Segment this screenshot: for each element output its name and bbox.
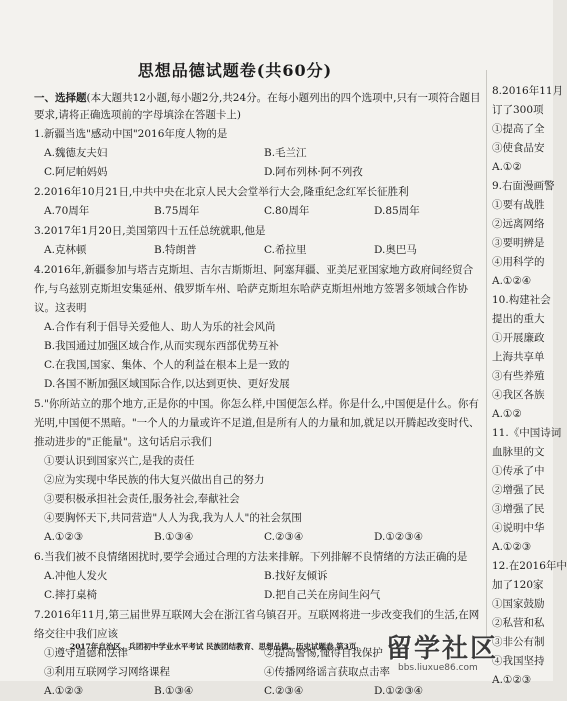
- option-b: B.找好友倾诉: [264, 570, 328, 582]
- option-a: A.70周年: [44, 205, 90, 217]
- page-footer: 2017年自治区、兵团初中学业水平考试 民族团结教育、思想品德、历史试题卷 第3页: [70, 642, 357, 651]
- right-line: ③使食品安: [492, 142, 545, 154]
- choice-c: C.②③④: [264, 531, 304, 543]
- right-line: 提出的重大: [492, 313, 545, 325]
- choice-a: A.①②③: [44, 685, 84, 697]
- right-line: 11.《中国诗词: [492, 427, 562, 439]
- right-line: A.①②: [492, 408, 522, 420]
- choice-b: B.①③④: [154, 531, 194, 543]
- question-stem: 3.2017年1月20日,美国第四十五任总统就职,他是: [34, 225, 266, 237]
- section-instructions-text: (本大题共12小题,每小题2分,共24分。在每小题列出的四个选项中,只有一项符合题目要求,请将正确选项前的字母填涂在答题卡上): [34, 92, 481, 121]
- right-line: ④我国坚持: [492, 655, 545, 667]
- statement-3: ③要积极承担社会责任,服务社会,奉献社会: [44, 493, 240, 505]
- right-line: A.①②③: [492, 541, 532, 553]
- statement-1: ①要认识到国家兴亡,是我的责任: [44, 455, 195, 467]
- question-3: [34, 222, 484, 260]
- question-2: [34, 183, 484, 221]
- question-stem: 7.2016年11月,第三届世界互联网大会在浙江省乌镇召开。互联网将进一步改变我们的生活,在网络交往中我们应该: [34, 609, 480, 640]
- main-column: [34, 58, 484, 701]
- right-line: ④说明中华: [492, 522, 545, 534]
- watermark-url: bbs.liuxue86.com: [398, 663, 478, 673]
- statement-1: ①遵守道德和法律: [44, 647, 128, 659]
- right-line: A.①②④: [492, 275, 532, 287]
- right-line: ④我区各族: [492, 389, 545, 401]
- statement-4: ④传播网络谣言获取点击率: [264, 666, 390, 678]
- option-b: B.我国通过加强区域合作,从而实现东西部优势互补: [44, 340, 279, 352]
- question-stem: 2.2016年10月21日,中共中央在北京人民大会堂举行大会,隆重纪念红军长征胜利: [34, 186, 409, 198]
- right-line: ②私营和私: [492, 617, 545, 629]
- right-line: ④用科学的: [492, 256, 545, 268]
- statement-3: ③利用互联网学习网络课程: [44, 666, 170, 678]
- right-line: ③非公有制: [492, 636, 545, 648]
- option-d: D.85周年: [374, 205, 420, 217]
- option-d: D.把自己关在房间生闷气: [264, 589, 381, 601]
- right-line: ②远离网络: [492, 218, 545, 230]
- right-line: ①要有战胜: [492, 199, 545, 211]
- option-d: D.各国不断加强区域国际合作,以达到更快、更好发展: [44, 378, 290, 390]
- option-b: B.毛兰江: [264, 147, 307, 159]
- right-line: 加了120家: [492, 579, 544, 591]
- question-stem: 4.2016年,新疆参加与塔吉克斯坦、吉尔吉斯斯坦、阿塞拜疆、亚美尼亚国家地方政府间经贸合作,与乌兹别克斯坦安集延州、俄罗斯车州、哈萨克斯坦东哈萨克斯坦州地方签署多领域合作协议。这表明: [34, 264, 474, 314]
- section-instructions: [34, 90, 484, 124]
- watermark-logo: 留学社区: [386, 634, 499, 664]
- question-1: [34, 125, 484, 182]
- column-divider: [486, 70, 487, 650]
- page-title: 思想品德试题卷(共60分): [137, 61, 333, 80]
- right-line: A.①②: [492, 161, 522, 173]
- right-column-cropped: [492, 82, 567, 690]
- right-line: ①国家鼓励: [492, 598, 545, 610]
- choice-b: B.①③④: [154, 685, 194, 697]
- right-line: ②增强了民: [492, 484, 545, 496]
- option-a: A.冲他人发火: [44, 570, 108, 582]
- option-a: A.魏德友夫妇: [44, 147, 108, 159]
- right-line: 订了300项: [492, 104, 544, 116]
- right-line: 10.构建社会: [492, 294, 551, 306]
- right-line: 上海共享单: [492, 351, 545, 363]
- right-line: 12.在2016年中: [492, 560, 567, 572]
- option-c: C.阿尼帕妈妈: [44, 166, 108, 178]
- statement-2: ②提高警惕,懂得自我保护: [264, 647, 383, 659]
- question-6: [34, 548, 484, 605]
- right-line: 9.右面漫画警: [492, 180, 555, 192]
- question-stem: 5."你所站立的那个地方,正是你的中国。你怎么样,中国便怎么样。你是什么,中国便是什么。你有光明,中国便不黑暗。"一个人的力量或许不足道,但是所有人的力量和加,就足以开腾起改变时代、推动进步的"正能量"。这句话启示我们: [34, 398, 480, 448]
- option-d: D.奥巴马: [374, 244, 417, 256]
- question-5: [34, 395, 484, 547]
- question-stem: 1.新疆当选"感动中国"2016年度人物的是: [34, 128, 228, 140]
- right-line: ①开展廉政: [492, 332, 545, 344]
- right-line: 血脉里的文: [492, 446, 545, 458]
- option-b: B.特朗普: [154, 244, 197, 256]
- option-a: A.克林顿: [44, 244, 87, 256]
- option-c: C.80周年: [264, 205, 310, 217]
- statement-4: ④要胸怀天下,共同营造"人人为我,我为人人"的社会氛围: [44, 512, 302, 524]
- right-line: A.①②③: [492, 674, 532, 686]
- right-line: ①传承了中: [492, 465, 545, 477]
- choice-a: A.①②③: [44, 531, 84, 543]
- section-heading: 一、选择题: [34, 92, 87, 104]
- choice-d: D.①②③④: [374, 531, 424, 543]
- option-a: A.合作有利于倡导关爱他人、助人为乐的社会风尚: [44, 321, 276, 333]
- option-c: C.在我国,国家、集体、个人的利益在根本上是一致的: [44, 359, 290, 371]
- right-line: ③增强了民: [492, 503, 545, 515]
- option-c: C.希拉里: [264, 244, 307, 256]
- right-line: ③有些养殖: [492, 370, 545, 382]
- option-d: D.阿布列林·阿不列孜: [264, 166, 363, 178]
- choice-c: C.②③④: [264, 685, 304, 697]
- choice-d: D.①②③④: [374, 685, 424, 697]
- right-line: ③要明辨是: [492, 237, 545, 249]
- right-line: ①提高了全: [492, 123, 545, 135]
- right-line: 8.2016年11月: [492, 85, 564, 97]
- option-c: C.摔打桌椅: [44, 589, 97, 601]
- option-b: B.75周年: [154, 205, 200, 217]
- question-stem: 6.当我们被不良情绪困扰时,要学会通过合理的方法来排解。下列排解不良情绪的方法正确的是: [34, 551, 468, 563]
- statement-2: ②应为实现中华民族的伟大复兴做出自己的努力: [44, 474, 265, 486]
- question-4: [34, 261, 484, 394]
